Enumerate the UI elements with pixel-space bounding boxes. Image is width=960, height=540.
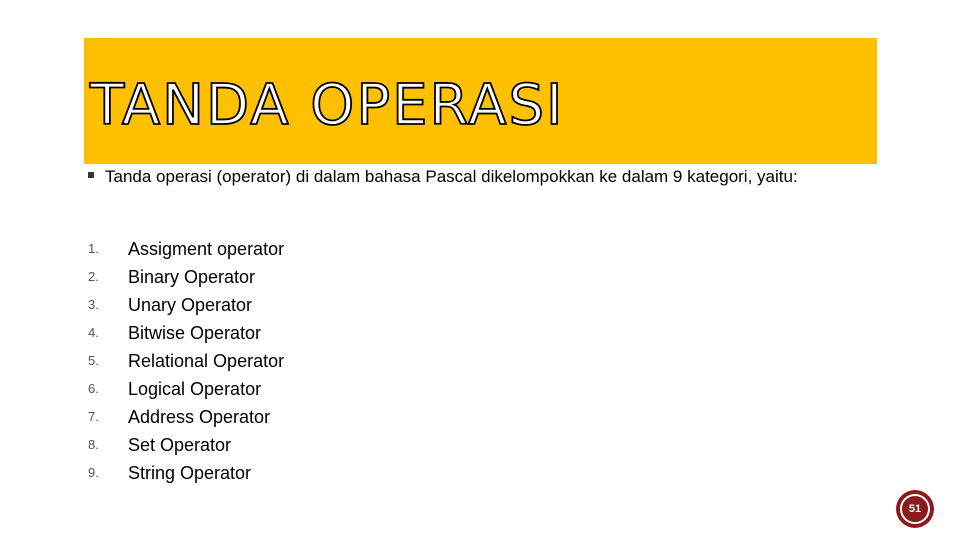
list-item-number: 2. [88,269,99,284]
page-number-badge [896,490,934,528]
list-item-number: 4. [88,325,99,340]
list-item-label: Logical Operator [128,379,262,399]
list-item-label: Relational Operator [128,351,285,371]
list-item-number: 6. [88,381,99,396]
list-item-label: String Operator [128,463,252,483]
list-item-label: Unary Operator [128,295,253,315]
page-number: 51 [900,494,930,524]
list-item-number: 3. [88,297,99,312]
list-item-number: 7. [88,409,99,424]
list-item-label: Address Operator [128,407,271,427]
slide-title: TANDA OPERASI [90,73,565,138]
list-item-number: 1. [88,241,99,256]
intro-text: Tanda operasi (operator) di dalam bahasa Pascal dikelompokkan ke dalam 9 kategori, yaitu: [105,167,798,186]
list-item-number: 8. [88,437,99,452]
list-item-label: Bitwise Operator [128,323,262,343]
square-bullet-icon [88,172,94,178]
list-item-number: 9. [88,465,99,480]
intro-paragraph [88,168,863,185]
list-item-label: Assigment operator [128,239,285,259]
list-item-label: Binary Operator [128,267,256,287]
list-item-number: 5. [88,353,99,368]
list-item-label: Set Operator [128,435,232,455]
